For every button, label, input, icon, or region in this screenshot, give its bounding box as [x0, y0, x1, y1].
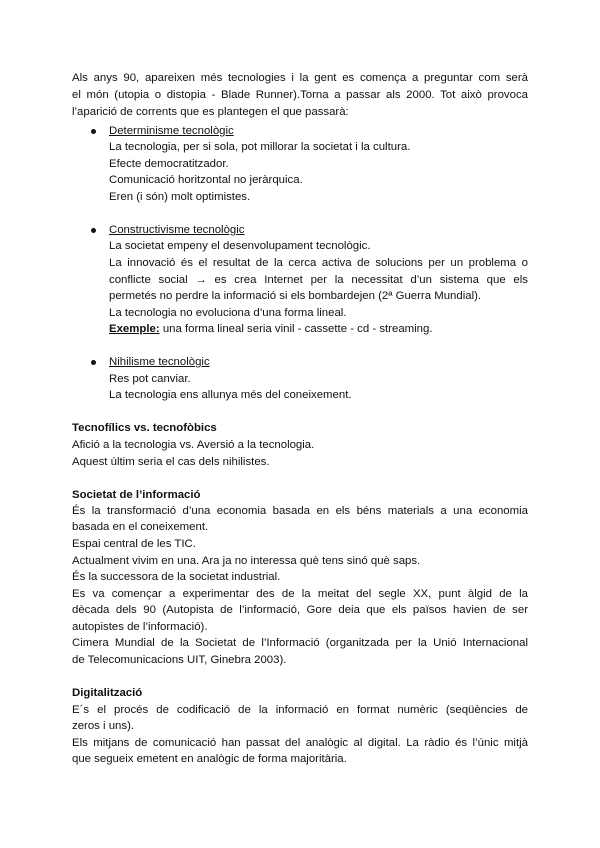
section-line: autopistes de l’informació). — [72, 621, 208, 633]
section-line: Afició a la tecnologia vs. Aversió a la tecnologia. — [72, 439, 315, 451]
current-line: Efecte democratitzador. — [109, 158, 229, 170]
section-line: Cimera Mundial de la Societat de l’Informació (organitzada per la Unió Internacional — [72, 637, 528, 649]
section-line: És la successora de la societat industrial. — [72, 571, 281, 583]
section-line: Els mitjans de comunicació han passat del analògic al digital. La ràdio és l’únic mitjà — [72, 737, 528, 749]
section-heading: Tecnofílics vs. tecnofòbics — [72, 422, 217, 434]
current-line: La tecnologia no evoluciona d’una forma lineal. — [109, 307, 347, 319]
section-line: zeros i uns). — [72, 720, 135, 732]
section-line: Espai central de les TIC. — [72, 538, 196, 550]
bullet-icon — [90, 224, 98, 232]
bullet-icon — [90, 125, 98, 133]
current-line: Res pot canviar. — [109, 373, 191, 385]
current-title-determinisme: Determinisme tecnològic — [109, 125, 234, 137]
section-line: És la transformació d’una economia basada en els béns materials a una economia — [72, 505, 528, 517]
current-title-nihilisme: Nihilisme tecnològic — [109, 356, 210, 368]
current-line: La tecnologia, per si sola, pot millorar la societat i la cultura. — [109, 141, 411, 153]
bullet-icon — [90, 356, 98, 364]
section-line: Actualment vivim en una. Ara ja no interessa què tens sinó què saps. — [72, 555, 421, 567]
example-label: Exemple: — [109, 323, 160, 335]
current-line: La innovació és el resultat de la cerca activa de solucions per un problema o — [109, 257, 528, 269]
section-line: basada en el coneixement. — [72, 521, 209, 533]
current-line: La societat empeny el desenvolupament tecnològic. — [109, 240, 371, 252]
current-line: Comunicació horitzontal no jeràrquica. — [109, 174, 303, 186]
current-line: permetés no perdre la informació si els bombardejen (2ª Guerra Mundial). — [109, 290, 482, 302]
current-line: La tecnologia ens allunya més del coneixement. — [109, 389, 352, 401]
example-line — [109, 322, 433, 336]
section-line: dècada dels 90 (Autopista de l’informació, Gore deia que els països havien de ser — [72, 604, 528, 616]
intro-line: Als anys 90, apareixen més tecnologies i la gent es comença a preguntar com serà — [72, 72, 528, 84]
section-line: E´s el procés de codificació de la informació en format numèric (seqüències de — [72, 704, 528, 716]
section-line: de Telecomunicacions UIT, Ginebra 2003). — [72, 654, 287, 666]
section-line: que segueix emetent en analògic de forma majoritària. — [72, 753, 347, 765]
intro-line: el món (utopia o distopia - Blade Runner).Torna a passar als 2000. Tot això provoca — [72, 89, 528, 101]
current-line: Eren (i són) molt optimistes. — [109, 191, 251, 203]
current-title-constructivisme: Constructivisme tecnològic — [109, 224, 245, 236]
section-heading: Digitalització — [72, 687, 143, 699]
section-line: Es va començar a experimentar des de la meitat del segle XX, punt àlgid de la — [72, 588, 528, 600]
section-line: Aquest últim seria el cas dels nihilistes. — [72, 456, 270, 468]
section-heading: Societat de l’informació — [72, 489, 201, 501]
example-text: una forma lineal seria vinil - cassette - cd - streaming. — [159, 323, 433, 335]
current-line: conflicte social → es crea Internet per la necessitat d’un sistema que els — [109, 274, 528, 286]
intro-line: l’aparició de corrents que es plantegen el que passarà: — [72, 106, 349, 118]
